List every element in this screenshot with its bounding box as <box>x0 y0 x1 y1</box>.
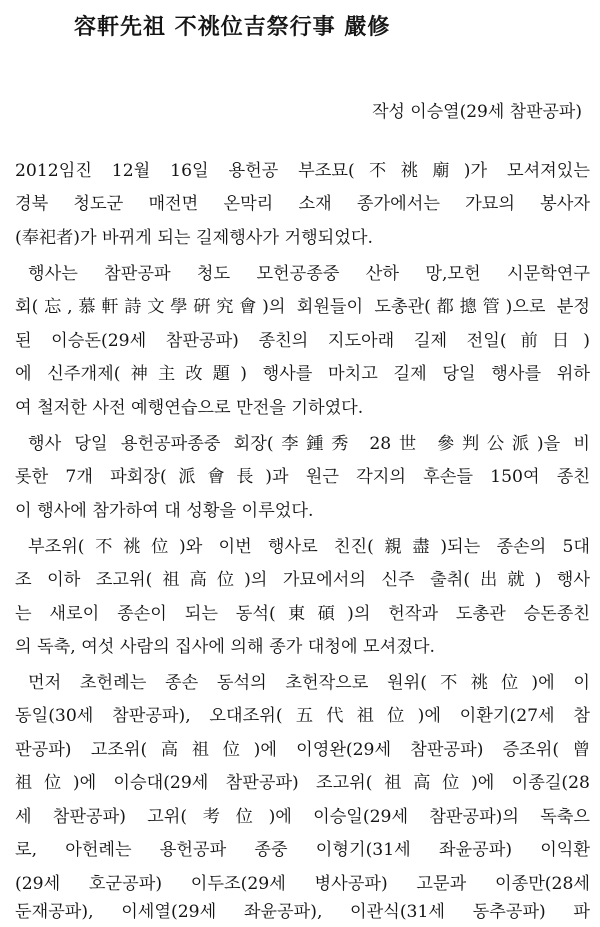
body-line: 세 참판공파) 고위(考位)에 이승일(29세 참판공파)의 독축으 <box>15 807 590 827</box>
body-line: 롯한 7개 파회장(派會長)과 원근 각지의 후손들 150여 종친 <box>15 467 590 487</box>
body-line: 행사 당일 용헌공파종중 회장(李鍾秀 28世 參判公派)을 비 <box>28 434 590 454</box>
body-line: (奉祀者)가 바뀌게 되는 길제행사가 거행되었다. <box>15 228 373 248</box>
body-line: 둔재공파), 이세열(29세 좌윤공파), 이관식(31세 동추공파) 파 <box>15 902 590 922</box>
body-line: 동일(30세 참판공파), 오대조위(五代祖位)에 이환기(27세 참 <box>15 706 590 726</box>
body-line: 조 이하 조고위(祖高位)의 가묘에서의 신주 출취(出就) 행사 <box>15 570 590 590</box>
body-line: 먼저 초헌례는 종손 동석의 초헌작으로 원위(不祧位)에 이 <box>28 673 590 693</box>
document-title: 容軒先祖 不祧位吉祭行事 嚴修 <box>74 14 391 40</box>
body-line: 에 신주개제(神主改題) 행사를 마치고 길제 당일 행사를 위하 <box>15 364 590 384</box>
body-line: 행사는 참판공파 청도 모헌공종중 산하 망,모헌 시문학연구 <box>28 264 590 284</box>
body-line: 된 이승돈(29세 참판공파) 종친의 지도아래 길제 전일(前日) <box>15 331 590 351</box>
body-line: 2012임진 12월 16일 용헌공 부조묘(不祧廟)가 모셔져있는 <box>15 161 590 181</box>
body-line: 회(忘,慕軒詩文學硏究會)의 회원들이 도총관(都摠管)으로 분정 <box>15 297 590 317</box>
body-line: 이 행사에 참가하여 대 성황을 이루었다. <box>15 501 314 521</box>
body-line: 판공파) 고조위(高祖位)에 이영완(29세 참판공파) 증조위(曾 <box>15 740 590 760</box>
body-line: 로, 아헌례는 용헌공파 종중 이형기(31세 좌윤공파) 이익환 <box>15 840 590 860</box>
body-line: 여 철저한 사전 예행연습으로 만전을 기하였다. <box>15 398 364 418</box>
body-line: (29세 호군공파) 이두조(29세 병사공파) 고문과 이종만(28세 <box>15 874 590 894</box>
document-author: 작성 이승열(29세 참판공파) <box>372 102 582 122</box>
body-line: 의 독축, 여섯 사람의 집사에 의해 종가 대청에 모셔졌다. <box>15 637 435 657</box>
body-line: 경북 청도군 매전면 온막리 소재 종가에서는 가묘의 봉사자 <box>15 194 590 214</box>
body-line: 祖位)에 이승대(29세 참판공파) 조고위(祖高位)에 이종길(28 <box>15 773 590 793</box>
body-line: 부조위(不祧位)와 이번 행사로 친진(親盡)되는 종손의 5대 <box>28 537 590 557</box>
body-line: 는 새로이 종손이 되는 동석(東碩)의 헌작과 도총관 승돈종친 <box>15 604 590 624</box>
